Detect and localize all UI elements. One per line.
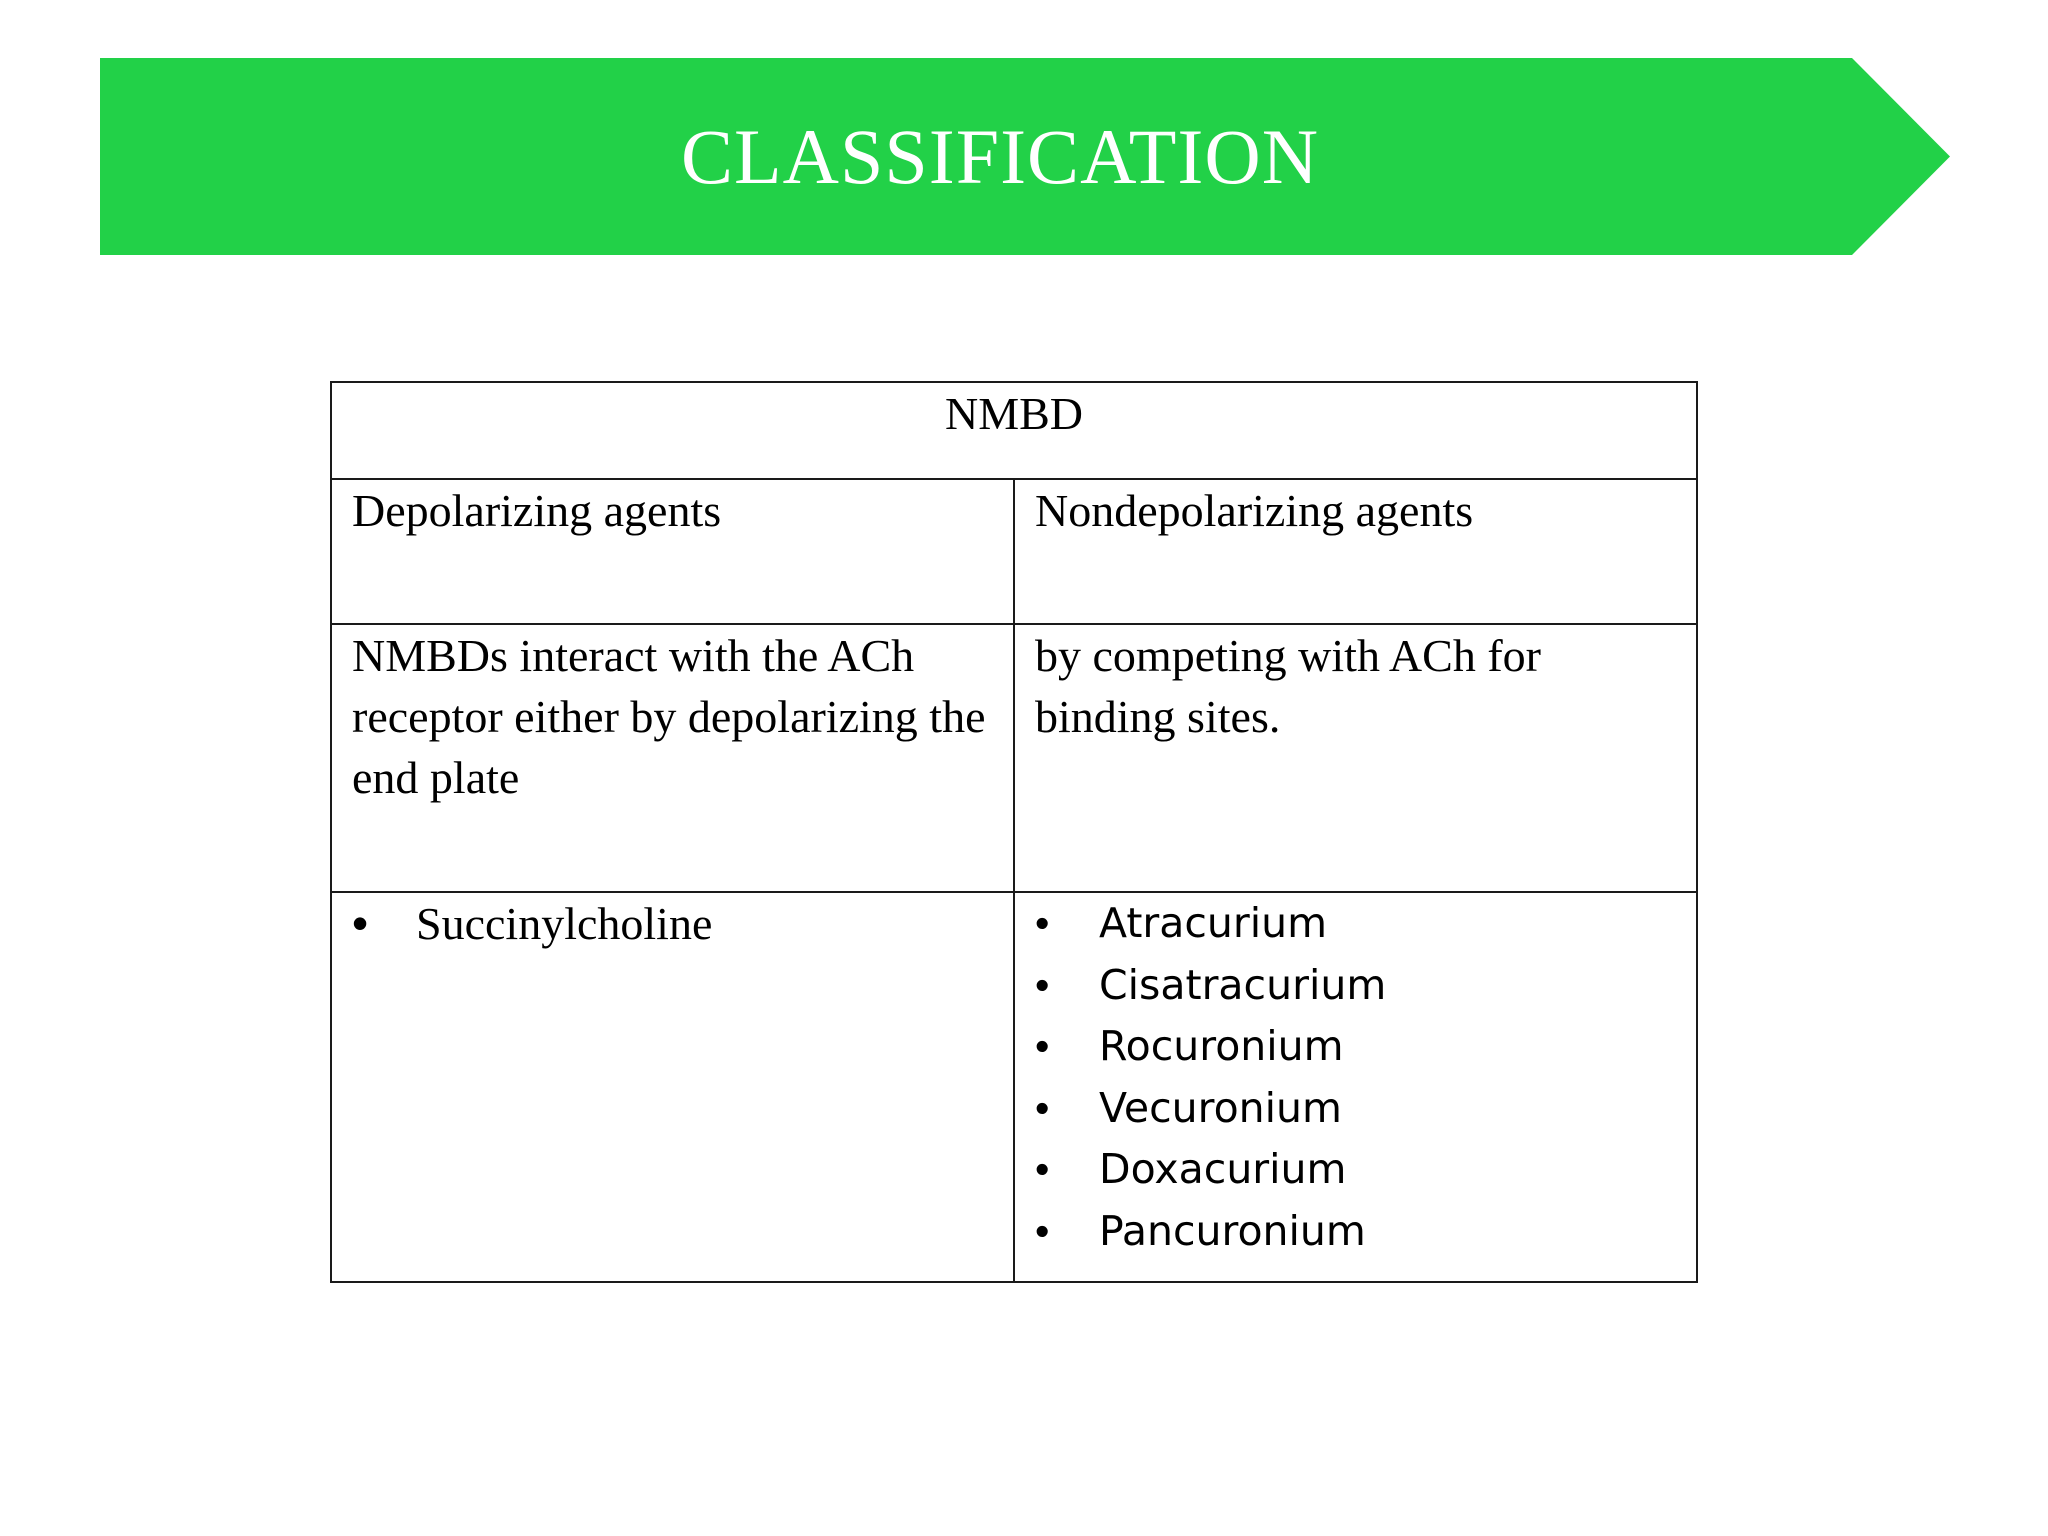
bullet-icon: • — [1035, 1084, 1050, 1131]
nondepolarizing-type-cell: Nondepolarizing agents — [1014, 479, 1697, 624]
drug-name: Succinylcholine — [416, 898, 713, 949]
bullet-icon: • — [1035, 961, 1050, 1008]
drug-list-row — [331, 892, 1697, 1282]
nondepolarizing-description-cell: by competing with ACh for binding sites. — [1014, 624, 1697, 892]
nondepolarizing-drugs-cell — [1014, 892, 1697, 1282]
drug-name: Cisatracurium — [1099, 960, 1387, 1009]
bullet-icon: • — [1035, 1146, 1050, 1192]
drug-name: Pancuronium — [1099, 1206, 1366, 1255]
list-item — [1035, 1201, 1676, 1263]
list-item — [1035, 1016, 1676, 1078]
table-header-row — [331, 382, 1697, 479]
bullet-icon: • — [352, 897, 369, 949]
depolarizing-drugs-cell — [331, 892, 1014, 1282]
drug-name: Vecuronium — [1099, 1083, 1342, 1132]
list-item — [1035, 1078, 1676, 1140]
drug-name: Atracurium — [1099, 899, 1328, 947]
agent-type-row — [331, 479, 1697, 624]
list-item — [352, 893, 993, 955]
list-item — [1035, 955, 1676, 1017]
depolarizing-drug-list — [352, 893, 993, 955]
slide-title: CLASSIFICATION — [680, 112, 1320, 200]
bullet-icon: • — [1035, 900, 1050, 946]
description-row — [331, 624, 1697, 892]
title-banner — [100, 58, 1950, 255]
list-item — [1035, 1139, 1676, 1201]
drug-name: Rocuronium — [1099, 1022, 1344, 1070]
bullet-icon: • — [1035, 1207, 1050, 1254]
table-header-cell: NMBD — [331, 382, 1697, 479]
depolarizing-type-cell: Depolarizing agents — [331, 479, 1014, 624]
depolarizing-description-cell: NMBDs interact with the ACh receptor either by depolarizing the end plate — [331, 624, 1014, 892]
bullet-icon: • — [1035, 1023, 1050, 1069]
list-item — [1035, 893, 1676, 955]
classification-table — [330, 381, 1698, 1283]
nondepolarizing-drug-list — [1035, 893, 1676, 1262]
drug-name: Doxacurium — [1099, 1145, 1347, 1193]
